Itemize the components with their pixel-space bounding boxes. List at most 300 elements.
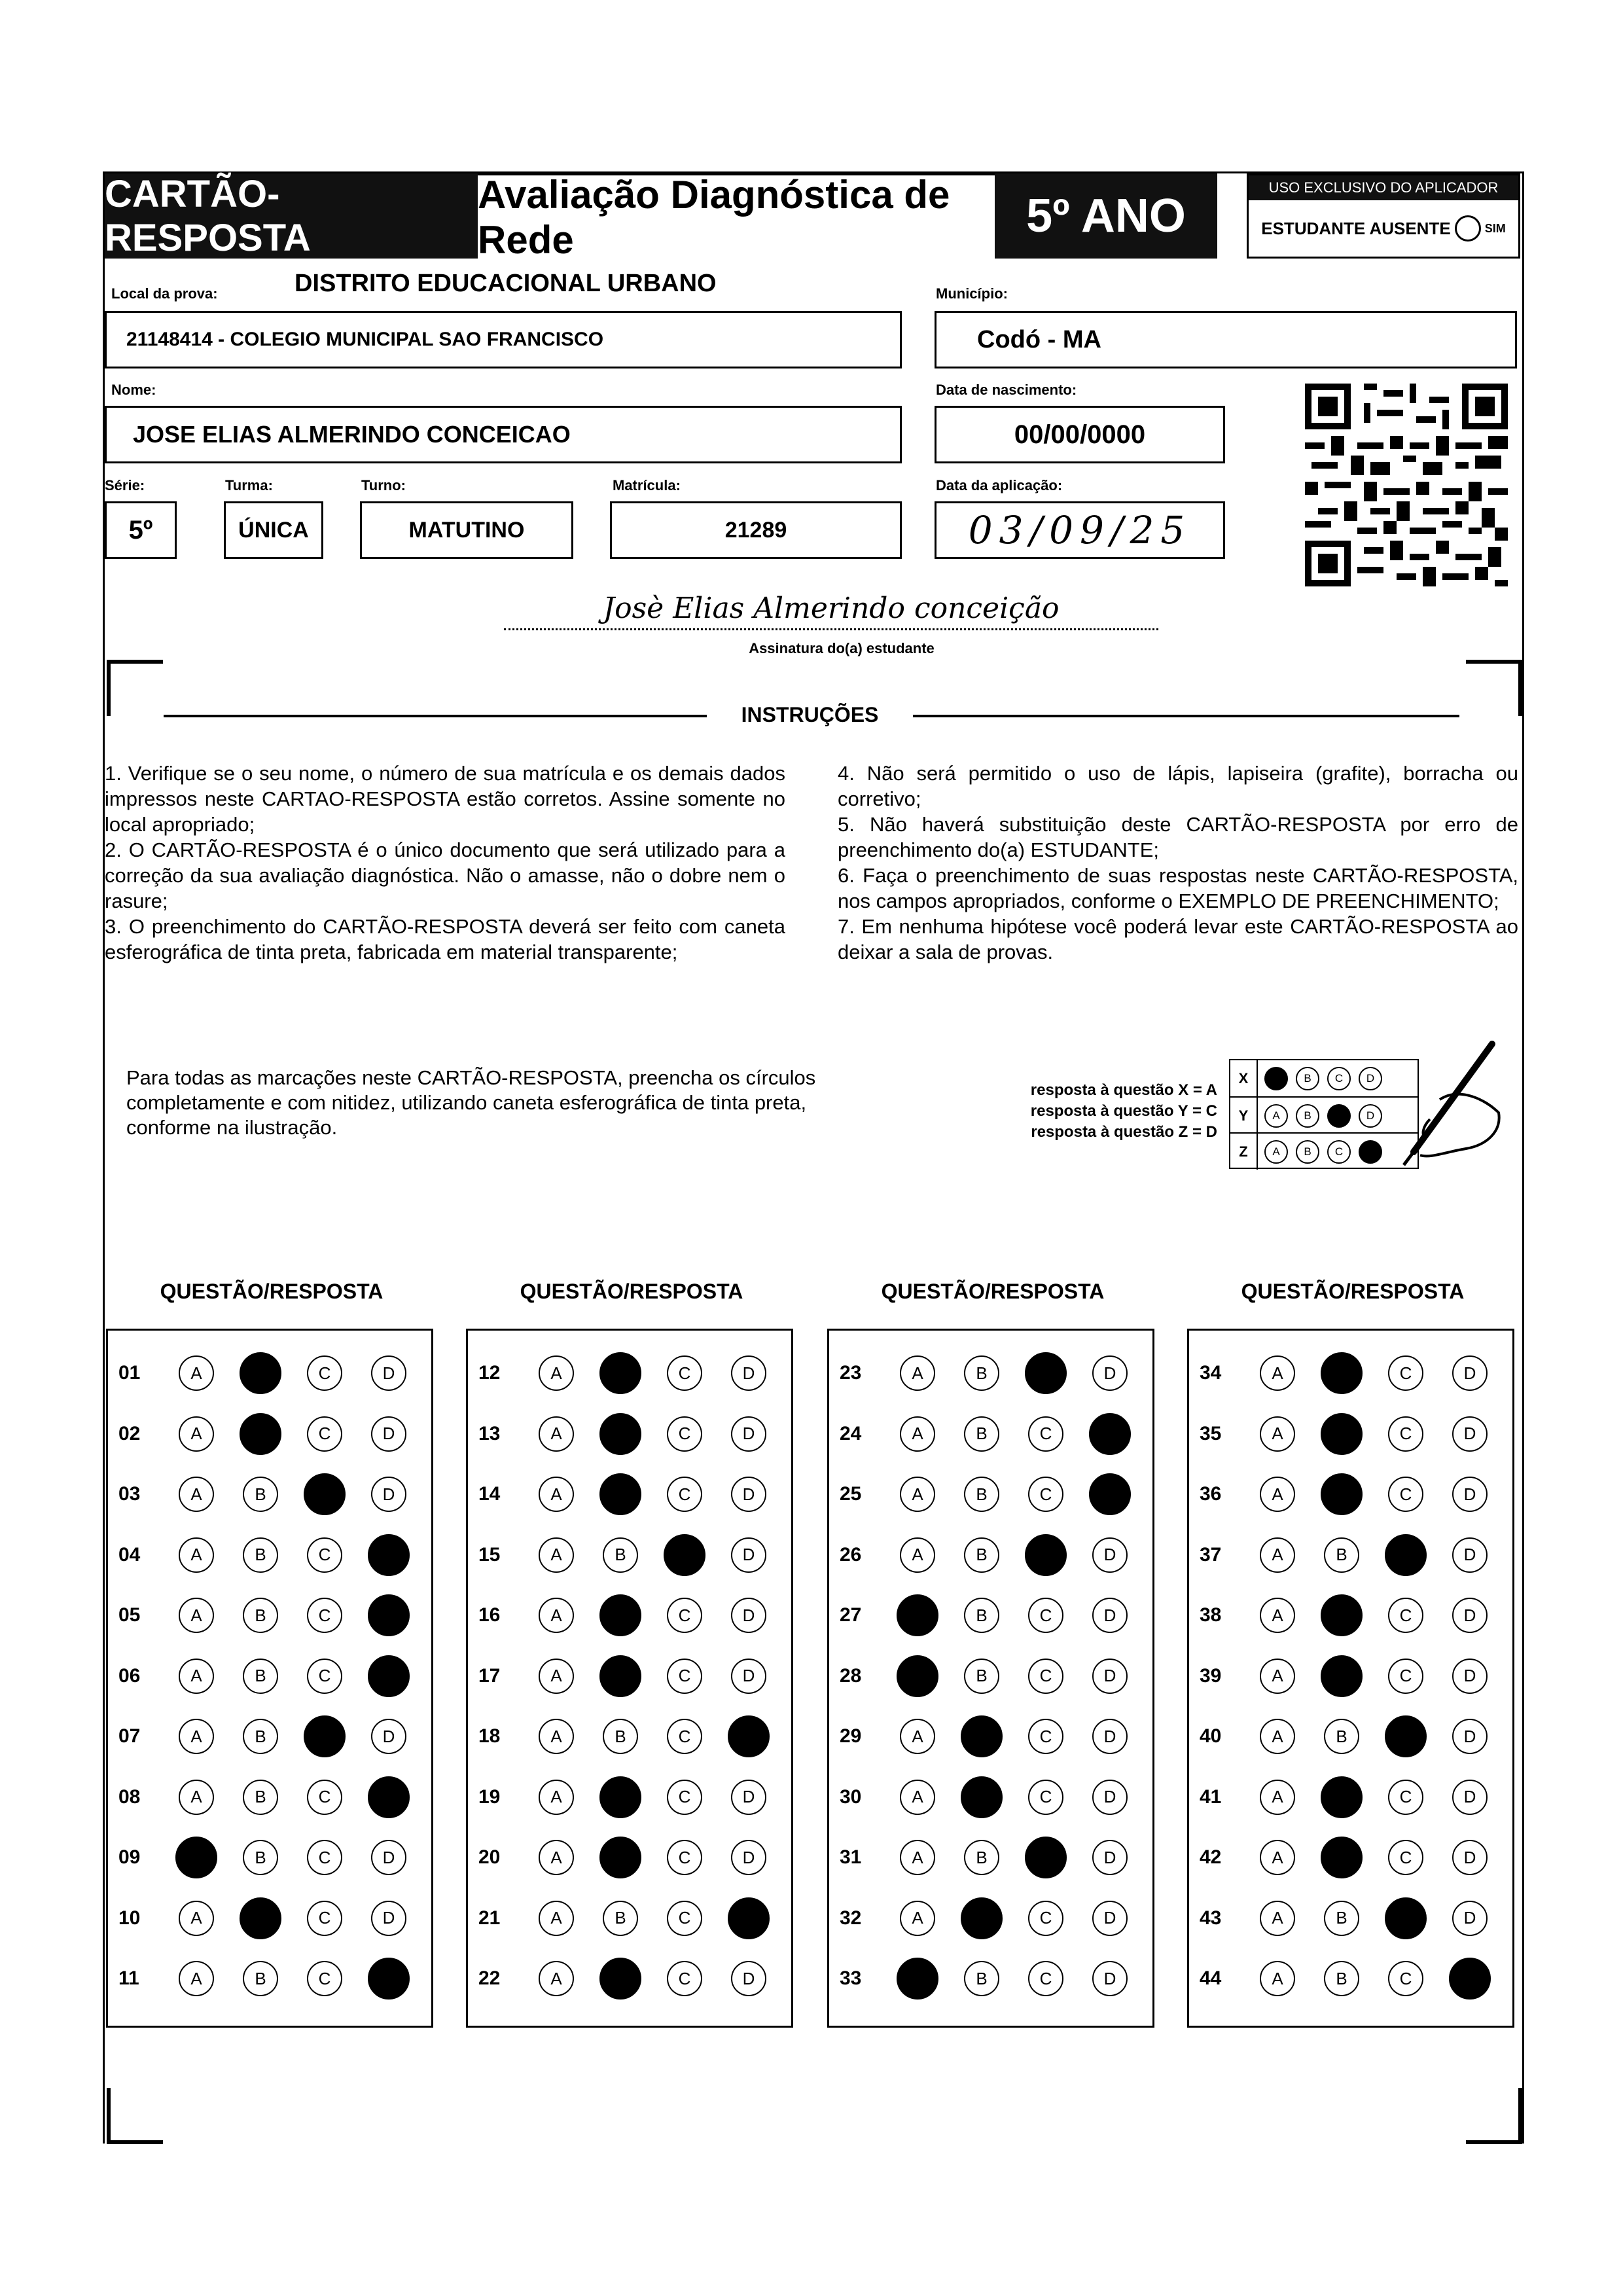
column-title-4: QUESTÃO/RESPOSTA xyxy=(1241,1280,1465,1303)
question-number: 18 xyxy=(478,1725,501,1747)
answer-row xyxy=(1189,1592,1512,1638)
question-number: 04 xyxy=(118,1543,141,1566)
answer-bubble-d[interactable]: D xyxy=(731,1598,766,1633)
answer-row xyxy=(829,1713,1152,1759)
question-number: 30 xyxy=(840,1785,862,1808)
answer-bubble-c[interactable]: C xyxy=(667,1477,702,1512)
answer-bubble-c[interactable]: C xyxy=(307,1901,342,1936)
answer-bubble-d[interactable]: D xyxy=(371,1901,406,1936)
answer-bubble-a[interactable]: A xyxy=(175,1837,217,1878)
column-title-1: QUESTÃO/RESPOSTA xyxy=(160,1280,383,1303)
answer-bubble-c[interactable]: C xyxy=(1385,1715,1427,1757)
example-line-x: resposta à questão X = A xyxy=(1030,1081,1217,1099)
answer-bubble-a[interactable]: A xyxy=(179,1537,214,1573)
answer-bubble-a[interactable]: A xyxy=(1260,1840,1295,1875)
answer-bubble-c[interactable]: C xyxy=(304,1473,346,1515)
answer-bubble-d[interactable]: D xyxy=(1092,1659,1128,1694)
example-bubble-c: C xyxy=(1327,1067,1351,1090)
answer-bubble-a[interactable]: A xyxy=(179,1780,214,1815)
example-bubble-a: A xyxy=(1264,1067,1288,1090)
question-number: 25 xyxy=(840,1483,862,1505)
answer-bubble-c[interactable]: C xyxy=(307,1416,342,1452)
answer-bubble-a[interactable]: A xyxy=(1260,1719,1295,1754)
answer-bubble-d[interactable]: D xyxy=(731,1355,766,1391)
answer-bubble-a[interactable]: A xyxy=(179,1598,214,1633)
answer-bubble-d[interactable]: D xyxy=(1092,1901,1128,1936)
question-number: 07 xyxy=(118,1725,141,1747)
applicator-box xyxy=(1247,173,1520,259)
answer-bubble-a[interactable]: A xyxy=(539,1537,574,1573)
question-number: 09 xyxy=(118,1846,141,1868)
answer-bubble-c[interactable]: C xyxy=(1028,1901,1063,1936)
instructions-title: INSTRUÇÕES xyxy=(741,703,879,726)
answer-bubble-d[interactable]: D xyxy=(371,1355,406,1391)
answer-bubble-d[interactable]: D xyxy=(1092,1719,1128,1754)
answer-bubble-a[interactable]: A xyxy=(539,1416,574,1452)
answer-row xyxy=(468,1532,791,1578)
absent-label: ESTUDANTE AUSENTE xyxy=(1261,218,1451,238)
answer-bubble-b[interactable]: B xyxy=(964,1416,999,1452)
answer-bubble-a[interactable]: A xyxy=(179,1901,214,1936)
nascimento-label: Data de nascimento: xyxy=(936,382,1077,398)
instruction-7: 7. Em nenhuma hipótese você poderá levar este CARTÃO-RESPOSTA ao deixar a sala de provas. xyxy=(838,915,1518,963)
answer-bubble-a[interactable]: A xyxy=(900,1416,935,1452)
answer-bubble-d[interactable]: D xyxy=(368,1594,410,1636)
answer-row xyxy=(468,1895,791,1941)
corner-mark-bottom-left xyxy=(107,2088,163,2144)
answer-bubble-a[interactable]: A xyxy=(897,1655,938,1697)
evaluation-title: Avaliação Diagnóstica de Rede xyxy=(478,173,995,259)
signature-label: Assinatura do(a) estudante xyxy=(749,640,935,656)
answer-row xyxy=(468,1956,791,2001)
answer-bubble-a[interactable]: A xyxy=(539,1840,574,1875)
answer-bubble-b[interactable]: B xyxy=(603,1719,638,1754)
question-number: 24 xyxy=(840,1422,862,1444)
municipio-label: Município: xyxy=(936,285,1008,302)
question-number: 26 xyxy=(840,1543,862,1566)
answer-row xyxy=(108,1653,431,1699)
column-title-3: QUESTÃO/RESPOSTA xyxy=(881,1280,1105,1303)
answer-row xyxy=(108,1835,431,1880)
question-number: 02 xyxy=(118,1422,141,1444)
example-bubble-b: B xyxy=(1296,1067,1319,1090)
answer-bubble-a[interactable]: A xyxy=(900,1780,935,1815)
answer-bubble-d[interactable]: D xyxy=(731,1780,766,1815)
answer-row xyxy=(829,1350,1152,1396)
answer-bubble-d[interactable]: D xyxy=(731,1659,766,1694)
answer-bubble-a[interactable]: A xyxy=(1260,1537,1295,1573)
answer-bubble-c[interactable]: C xyxy=(1388,1659,1423,1694)
answer-bubble-d[interactable]: D xyxy=(1452,1477,1488,1512)
answer-bubble-d[interactable]: D xyxy=(1092,1537,1128,1573)
answer-bubble-c[interactable]: C xyxy=(1028,1719,1063,1754)
example-bubble-d: D xyxy=(1359,1104,1382,1128)
answer-bubble-d[interactable]: D xyxy=(728,1897,770,1939)
answer-bubble-b[interactable]: B xyxy=(1324,1961,1359,1996)
answer-bubble-d[interactable]: D xyxy=(1092,1840,1128,1875)
answer-bubble-c[interactable]: C xyxy=(667,1961,702,1996)
answer-bubble-c[interactable]: C xyxy=(307,1537,342,1573)
instruction-5: 5. Não haverá substituição deste CARTÃO-RESPOSTA por erro de preenchimento do(a) ESTUDANTE; xyxy=(838,813,1518,861)
instructions-rule-right xyxy=(913,715,1459,717)
answer-bubble-b[interactable]: B xyxy=(599,1837,641,1878)
answer-bubble-a[interactable]: A xyxy=(1260,1961,1295,1996)
question-number: 37 xyxy=(1200,1543,1222,1566)
answer-bubble-a[interactable]: A xyxy=(179,1477,214,1512)
answer-bubble-b[interactable]: B xyxy=(603,1537,638,1573)
question-number: 31 xyxy=(840,1846,862,1868)
answer-bubble-b[interactable]: B xyxy=(599,1594,641,1636)
answer-bubble-a[interactable]: A xyxy=(539,1780,574,1815)
answer-bubble-c[interactable]: C xyxy=(1028,1477,1063,1512)
answer-bubble-b[interactable]: B xyxy=(243,1780,278,1815)
answer-row xyxy=(108,1411,431,1457)
answer-row xyxy=(829,1956,1152,2001)
card-title: CARTÃO-RESPOSTA xyxy=(105,173,478,259)
answer-bubble-d[interactable]: D xyxy=(371,1719,406,1754)
answer-panel-1 xyxy=(106,1329,433,2028)
answer-bubble-a[interactable]: A xyxy=(179,1416,214,1452)
example-bubble-b: B xyxy=(1296,1104,1319,1128)
answer-row xyxy=(1189,1411,1512,1457)
answer-bubble-b[interactable]: B xyxy=(964,1659,999,1694)
answer-bubble-b[interactable]: B xyxy=(961,1776,1003,1818)
question-number: 10 xyxy=(118,1907,141,1929)
answer-bubble-b[interactable]: B xyxy=(1324,1901,1359,1936)
answer-bubble-a[interactable]: A xyxy=(1260,1477,1295,1512)
answer-bubble-a[interactable]: A xyxy=(1260,1659,1295,1694)
answer-bubble-c[interactable]: C xyxy=(1388,1355,1423,1391)
answer-bubble-b[interactable]: B xyxy=(599,1473,641,1515)
answer-bubble-d[interactable]: D xyxy=(1452,1537,1488,1573)
fill-note: Para todas as marcações neste CARTÃO-RESPOSTA, preencha os círculos completamente e com nitidez, utilizando caneta esferográfica de tinta preta, conforme na ilustração. xyxy=(126,1066,816,1139)
answer-row xyxy=(829,1653,1152,1699)
answer-bubble-d[interactable]: D xyxy=(731,1961,766,1996)
answer-bubble-a[interactable]: A xyxy=(900,1719,935,1754)
answer-bubble-b[interactable]: B xyxy=(243,1477,278,1512)
answer-panel-2 xyxy=(466,1329,793,2028)
answer-bubble-b[interactable]: B xyxy=(964,1477,999,1512)
example-row-label: X xyxy=(1230,1060,1258,1096)
answer-row xyxy=(1189,1350,1512,1396)
answer-row xyxy=(468,1592,791,1638)
answer-bubble-c[interactable]: C xyxy=(307,1780,342,1815)
answer-bubble-a[interactable]: A xyxy=(1260,1416,1295,1452)
answer-bubble-c[interactable]: C xyxy=(1385,1534,1427,1576)
question-number: 11 xyxy=(118,1967,139,1989)
answer-bubble-b[interactable]: B xyxy=(964,1355,999,1391)
question-number: 12 xyxy=(478,1362,501,1384)
answer-bubble-a[interactable]: A xyxy=(900,1840,935,1875)
answer-bubble-d[interactable]: D xyxy=(1452,1355,1488,1391)
answer-bubble-b[interactable]: B xyxy=(1324,1719,1359,1754)
grade-title: 5º ANO xyxy=(995,173,1217,259)
question-number: 17 xyxy=(478,1664,501,1687)
answer-bubble-b[interactable]: B xyxy=(243,1840,278,1875)
answer-bubble-d[interactable]: D xyxy=(731,1537,766,1573)
turma-label: Turma: xyxy=(225,477,273,493)
pen-hand-icon xyxy=(1368,1041,1505,1172)
question-number: 32 xyxy=(840,1907,862,1929)
answer-row xyxy=(1189,1835,1512,1880)
answer-bubble-d[interactable]: D xyxy=(1089,1473,1131,1515)
answer-bubble-d[interactable]: D xyxy=(1092,1598,1128,1633)
answer-bubble-d[interactable]: D xyxy=(368,1655,410,1697)
answer-row xyxy=(1189,1653,1512,1699)
answer-bubble-b[interactable]: B xyxy=(243,1537,278,1573)
question-number: 14 xyxy=(478,1483,501,1505)
matricula-label: Matrícula: xyxy=(613,477,681,493)
answer-bubble-a[interactable]: A xyxy=(1260,1901,1295,1936)
question-number: 15 xyxy=(478,1543,501,1566)
question-number: 22 xyxy=(478,1967,501,1989)
answer-bubble-b[interactable]: B xyxy=(243,1659,278,1694)
answer-bubble-d[interactable]: D xyxy=(731,1840,766,1875)
answer-bubble-b[interactable]: B xyxy=(1321,1655,1363,1697)
answer-bubble-b[interactable]: B xyxy=(1324,1537,1359,1573)
answer-row xyxy=(1189,1956,1512,2001)
answer-row xyxy=(1189,1774,1512,1820)
answer-bubble-d[interactable]: D xyxy=(371,1416,406,1452)
answer-bubble-d[interactable]: D xyxy=(1092,1780,1128,1815)
answer-bubble-a[interactable]: A xyxy=(897,1958,938,2000)
answer-bubble-c[interactable]: C xyxy=(667,1416,702,1452)
answer-bubble-b[interactable]: B xyxy=(964,1537,999,1573)
answer-bubble-d[interactable]: D xyxy=(368,1958,410,2000)
answer-bubble-c[interactable]: C xyxy=(307,1961,342,1996)
answer-bubble-d[interactable]: D xyxy=(731,1416,766,1452)
answer-bubble-c[interactable]: C xyxy=(307,1659,342,1694)
answer-bubble-b[interactable]: B xyxy=(599,1776,641,1818)
answer-bubble-b[interactable]: B xyxy=(1321,1776,1363,1818)
answer-bubble-d[interactable]: D xyxy=(1452,1598,1488,1633)
instruction-2: 2. O CARTÃO-RESPOSTA é o único documento que será utilizado para a correção da sua avaliação diagnóstica. Não o amasse, não o dobre nem o rasure; xyxy=(105,838,785,912)
answer-row xyxy=(468,1350,791,1396)
answer-bubble-d[interactable]: D xyxy=(728,1715,770,1757)
answer-row xyxy=(829,1592,1152,1638)
answer-bubble-c[interactable]: C xyxy=(307,1355,342,1391)
instruction-6: 6. Faça o preenchimento de suas respostas neste CARTÃO-RESPOSTA, nos campos apropriados, conforme o EXEMPLO DE PREENCHIMENTO; xyxy=(838,864,1518,912)
answer-bubble-d[interactable]: D xyxy=(371,1477,406,1512)
instructions-rule-left xyxy=(164,715,707,717)
question-number: 20 xyxy=(478,1846,501,1868)
answer-bubble-c[interactable]: C xyxy=(1388,1840,1423,1875)
answer-bubble-c[interactable]: C xyxy=(1028,1659,1063,1694)
answer-bubble-b[interactable]: B xyxy=(243,1961,278,1996)
answer-bubble-a[interactable]: A xyxy=(539,1355,574,1391)
answer-bubble-b[interactable]: B xyxy=(243,1719,278,1754)
answer-bubble-c[interactable]: C xyxy=(307,1598,342,1633)
answer-row xyxy=(468,1411,791,1457)
question-number: 36 xyxy=(1200,1483,1222,1505)
answer-bubble-b[interactable]: B xyxy=(1321,1352,1363,1394)
question-number: 21 xyxy=(478,1907,501,1929)
question-number: 29 xyxy=(840,1725,862,1747)
answer-bubble-a[interactable]: A xyxy=(897,1594,938,1636)
example-line-y: resposta à questão Y = C xyxy=(1030,1102,1217,1120)
corner-mark-top-right xyxy=(1466,660,1522,716)
answer-bubble-c[interactable]: C xyxy=(667,1780,702,1815)
answer-bubble-c[interactable]: C xyxy=(1388,1416,1423,1452)
nome-field: JOSE ELIAS ALMERINDO CONCEICAO xyxy=(105,406,902,463)
question-number: 05 xyxy=(118,1604,141,1626)
answer-bubble-b[interactable]: B xyxy=(603,1901,638,1936)
answer-bubble-c[interactable]: C xyxy=(1028,1598,1063,1633)
question-number: 06 xyxy=(118,1664,141,1687)
answer-bubble-b[interactable]: B xyxy=(1321,1473,1363,1515)
answer-bubble-c[interactable]: C xyxy=(667,1719,702,1754)
example-legend xyxy=(995,1080,1217,1143)
turno-field: MATUTINO xyxy=(360,501,573,559)
answer-bubble-d[interactable]: D xyxy=(368,1776,410,1818)
answer-row xyxy=(829,1774,1152,1820)
aplicacao-field[interactable]: 03/09/25 xyxy=(935,501,1225,559)
answer-bubble-b[interactable]: B xyxy=(599,1413,641,1455)
question-number: 27 xyxy=(840,1604,862,1626)
local-label: Local da prova: xyxy=(111,285,218,302)
local-district: DISTRITO EDUCACIONAL URBANO xyxy=(294,270,717,297)
qr-code-icon xyxy=(1305,384,1508,586)
answer-bubble-c[interactable]: C xyxy=(1025,1534,1067,1576)
answer-row xyxy=(1189,1471,1512,1517)
example-row-label: Y xyxy=(1230,1098,1258,1134)
answer-bubble-c[interactable]: C xyxy=(307,1840,342,1875)
answer-bubble-b[interactable]: B xyxy=(1321,1837,1363,1878)
answer-row xyxy=(829,1532,1152,1578)
answer-bubble-d[interactable]: D xyxy=(1089,1413,1131,1455)
absent-bubble[interactable] xyxy=(1455,215,1481,242)
answer-bubble-c[interactable]: C xyxy=(667,1901,702,1936)
answer-bubble-d[interactable]: D xyxy=(1452,1659,1488,1694)
answer-bubble-c[interactable]: C xyxy=(1025,1352,1067,1394)
answer-bubble-b[interactable]: B xyxy=(964,1961,999,1996)
answer-bubble-b[interactable]: B xyxy=(240,1352,281,1394)
answer-bubble-d[interactable]: D xyxy=(1449,1958,1491,2000)
answer-bubble-b[interactable]: B xyxy=(240,1413,281,1455)
question-number: 40 xyxy=(1200,1725,1222,1747)
answer-row xyxy=(829,1411,1152,1457)
question-number: 08 xyxy=(118,1785,141,1808)
answer-bubble-d[interactable]: D xyxy=(1092,1961,1128,1996)
local-school-field: 21148414 - COLEGIO MUNICIPAL SAO FRANCISCO xyxy=(105,311,902,368)
answer-bubble-d[interactable]: D xyxy=(1452,1901,1488,1936)
answer-bubble-c[interactable]: C xyxy=(667,1598,702,1633)
answer-row xyxy=(108,1350,431,1396)
answer-bubble-b[interactable]: B xyxy=(1321,1594,1363,1636)
answer-row xyxy=(108,1774,431,1820)
example-row-label: Z xyxy=(1230,1134,1258,1170)
answer-bubble-a[interactable]: A xyxy=(539,1659,574,1694)
answer-panel-3 xyxy=(827,1329,1154,2028)
question-number: 19 xyxy=(478,1785,501,1808)
municipio-field: Codó - MA xyxy=(935,311,1517,368)
answer-bubble-a[interactable]: A xyxy=(179,1961,214,1996)
answer-bubble-d[interactable]: D xyxy=(1452,1719,1488,1754)
answer-bubble-d[interactable]: D xyxy=(371,1840,406,1875)
answer-bubble-c[interactable]: C xyxy=(1028,1416,1063,1452)
answer-bubble-c[interactable]: C xyxy=(667,1840,702,1875)
answer-bubble-b[interactable]: B xyxy=(599,1655,641,1697)
question-number: 16 xyxy=(478,1604,501,1626)
answer-bubble-a[interactable]: A xyxy=(1260,1780,1295,1815)
answer-bubble-c[interactable]: C xyxy=(304,1715,346,1757)
answer-bubble-b[interactable]: B xyxy=(243,1598,278,1633)
answer-bubble-c[interactable]: C xyxy=(667,1659,702,1694)
answer-bubble-a[interactable]: A xyxy=(539,1901,574,1936)
answer-bubble-a[interactable]: A xyxy=(179,1659,214,1694)
answer-bubble-b[interactable]: B xyxy=(964,1840,999,1875)
answer-bubble-d[interactable]: D xyxy=(1092,1355,1128,1391)
question-number: 44 xyxy=(1200,1967,1222,1989)
answer-bubble-a[interactable]: A xyxy=(539,1477,574,1512)
answer-bubble-c[interactable]: C xyxy=(1388,1780,1423,1815)
answer-bubble-b[interactable]: B xyxy=(961,1897,1003,1939)
answer-bubble-a[interactable]: A xyxy=(179,1719,214,1754)
question-number: 34 xyxy=(1200,1362,1222,1384)
answer-bubble-b[interactable]: B xyxy=(240,1897,281,1939)
answer-row xyxy=(829,1471,1152,1517)
answer-bubble-d[interactable]: D xyxy=(368,1534,410,1576)
answer-bubble-a[interactable]: A xyxy=(1260,1598,1295,1633)
answer-bubble-b[interactable]: B xyxy=(1321,1413,1363,1455)
answer-bubble-c[interactable]: C xyxy=(1025,1837,1067,1878)
answer-bubble-d[interactable]: D xyxy=(731,1477,766,1512)
answer-bubble-a[interactable]: A xyxy=(900,1901,935,1936)
answer-bubble-a[interactable]: A xyxy=(900,1355,935,1391)
answer-bubble-a[interactable]: A xyxy=(539,1961,574,1996)
answer-bubble-a[interactable]: A xyxy=(539,1598,574,1633)
answer-bubble-c[interactable]: C xyxy=(1388,1961,1423,1996)
example-bubble-b: B xyxy=(1296,1140,1319,1164)
answer-row xyxy=(468,1471,791,1517)
answer-row xyxy=(108,1592,431,1638)
answer-bubble-d[interactable]: D xyxy=(1452,1780,1488,1815)
answer-panel-4 xyxy=(1187,1329,1514,2028)
answer-bubble-c[interactable]: C xyxy=(1028,1780,1063,1815)
answer-bubble-a[interactable]: A xyxy=(1260,1355,1295,1391)
answer-bubble-a[interactable]: A xyxy=(179,1355,214,1391)
answer-bubble-b[interactable]: B xyxy=(599,1352,641,1394)
answer-row xyxy=(108,1956,431,2001)
answer-bubble-b[interactable]: B xyxy=(964,1598,999,1633)
answer-bubble-a[interactable]: A xyxy=(539,1719,574,1754)
question-number: 39 xyxy=(1200,1664,1222,1687)
answer-bubble-a[interactable]: A xyxy=(900,1537,935,1573)
absent-row xyxy=(1249,200,1518,257)
answer-bubble-a[interactable]: A xyxy=(900,1477,935,1512)
column-title-2: QUESTÃO/RESPOSTA xyxy=(520,1280,743,1303)
answer-bubble-c[interactable]: C xyxy=(667,1355,702,1391)
answer-bubble-c[interactable]: C xyxy=(664,1534,705,1576)
answer-bubble-c[interactable]: C xyxy=(1388,1477,1423,1512)
answer-row xyxy=(1189,1713,1512,1759)
answer-bubble-b[interactable]: B xyxy=(599,1958,641,2000)
nascimento-field: 00/00/0000 xyxy=(935,406,1225,463)
answer-bubble-b[interactable]: B xyxy=(961,1715,1003,1757)
example-bubble-a: A xyxy=(1264,1140,1288,1164)
answer-bubble-c[interactable]: C xyxy=(1385,1897,1427,1939)
absent-option: SIM xyxy=(1484,221,1506,235)
answer-row xyxy=(1189,1532,1512,1578)
answer-bubble-c[interactable]: C xyxy=(1388,1598,1423,1633)
answer-bubble-d[interactable]: D xyxy=(1452,1416,1488,1452)
instructions-left xyxy=(105,761,785,965)
turma-field: ÚNICA xyxy=(224,501,323,559)
question-number: 42 xyxy=(1200,1846,1222,1868)
corner-mark-top-left xyxy=(107,660,163,716)
answer-bubble-c[interactable]: C xyxy=(1028,1961,1063,1996)
answer-bubble-d[interactable]: D xyxy=(1452,1840,1488,1875)
